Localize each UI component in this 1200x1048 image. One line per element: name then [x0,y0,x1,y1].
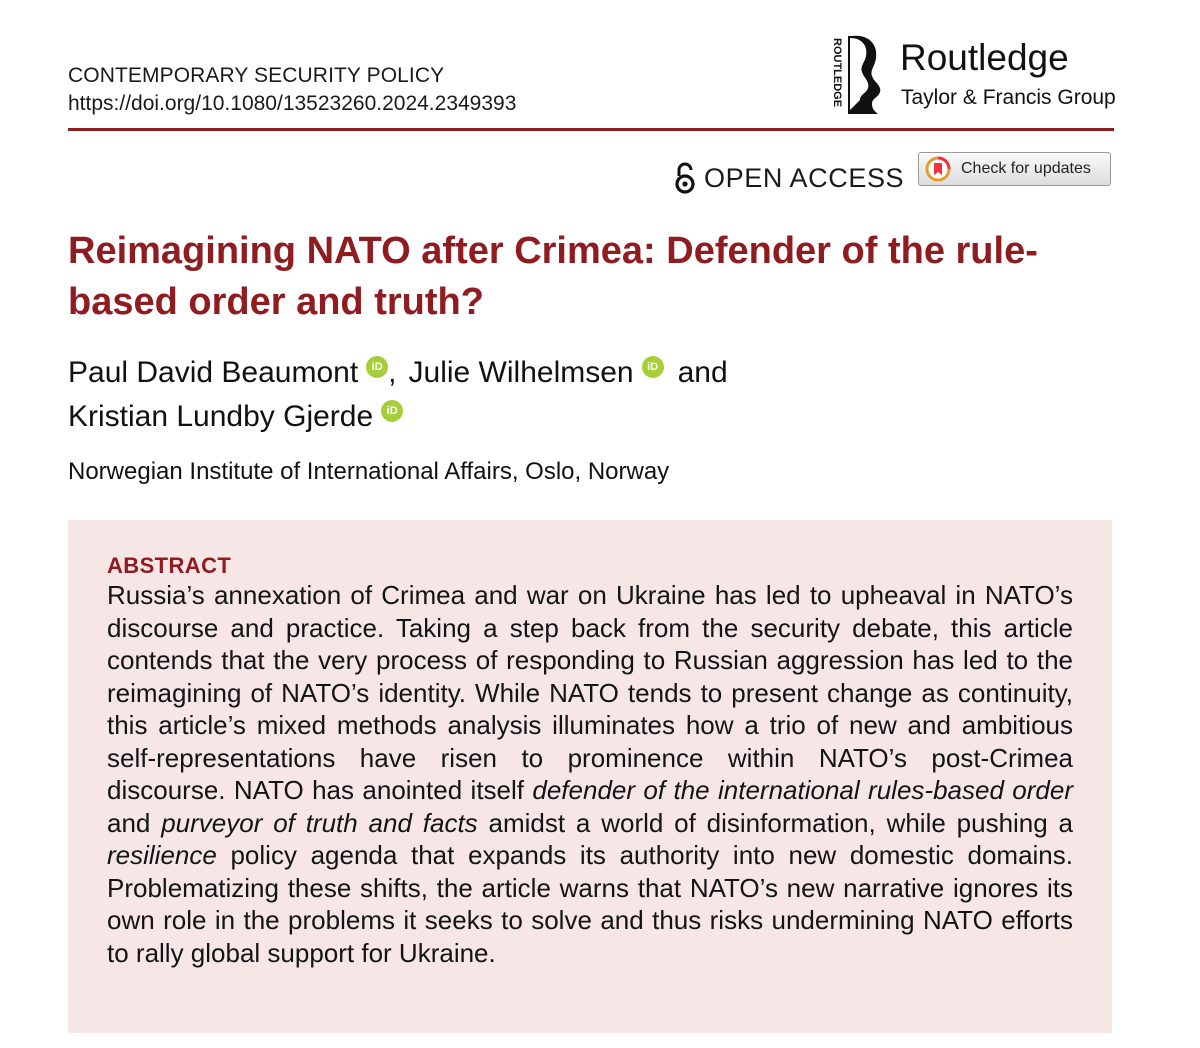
author-name: Kristian Lundby Gjerde [68,400,374,433]
abstract-text [107,579,1073,969]
author-name: Julie Wilhelmsen [408,356,634,389]
abstract-segment-italic: resilience [107,840,217,870]
crossmark-icon [925,156,951,182]
abstract-box [68,520,1112,1033]
routledge-vertical-mark: ROUTLEDGE [831,38,843,108]
abstract-heading: ABSTRACT [107,553,232,578]
author-list [68,351,1068,439]
orcid-icon[interactable]: iD [366,356,388,378]
orcid-icon[interactable]: iD [381,400,403,422]
doi-link[interactable]: https://doi.org/10.1080/13523260.2024.2349393 [68,92,517,115]
publisher-name: Routledge [900,37,1069,78]
abstract-segment: and [107,807,162,838]
publisher-group: Taylor & Francis Group [901,86,1116,109]
header-divider [68,128,1114,131]
abstract-segment-italic: purveyor of truth and facts [161,807,478,838]
author-separator: and [677,356,728,389]
open-access-badge [674,158,904,198]
author-line-2 [68,395,1068,439]
author-line-1 [68,351,1068,395]
check-for-updates-label: Check for updates [961,160,1091,177]
author-affiliation: Norwegian Institute of International Affairs, Oslo, Norway [68,458,670,485]
journal-name: CONTEMPORARY SECURITY POLICY [68,64,445,87]
author-separator: , [388,356,397,389]
open-access-label: OPEN ACCESS [704,162,905,193]
author-name: Paul David Beaumont [68,356,359,389]
abstract-segment: policy agenda that expands its authority into new domestic domains. Problematizing these shifts, the article warns that NATO’s new narrative ignores its own role in the problems it seeks to solve and thus risks undermining NATO efforts to rally global support for Ukraine. [107,840,1073,968]
routledge-logo [826,32,1126,116]
orcid-icon[interactable]: iD [642,356,664,378]
article-title: Reimagining NATO after Crimea: Defender of the rule-based order and truth? [68,230,1038,323]
abstract-segment: amidst a world of disinformation, while pushing a [477,807,1074,838]
open-access-lock-icon [674,162,696,194]
abstract-segment-italic: defender of the international rules-based order [532,775,1073,805]
check-for-updates-button[interactable] [918,152,1111,186]
abstract-segment: Russia’s annexation of Crimea and war on Ukraine has led to upheaval in NATO’s discourse and practice. Taking a step back from the security debate, this article contends that the very process of responding to Russian aggression has led to the reimagining of NATO’s identity. While NATO tends to present change as continuity, this article’s mixed methods analysis illuminates how a trio of new and ambitious self-representations have risen to prominence within NATO’s post-Crimea discourse. NATO has anointed itself [107,580,1073,805]
